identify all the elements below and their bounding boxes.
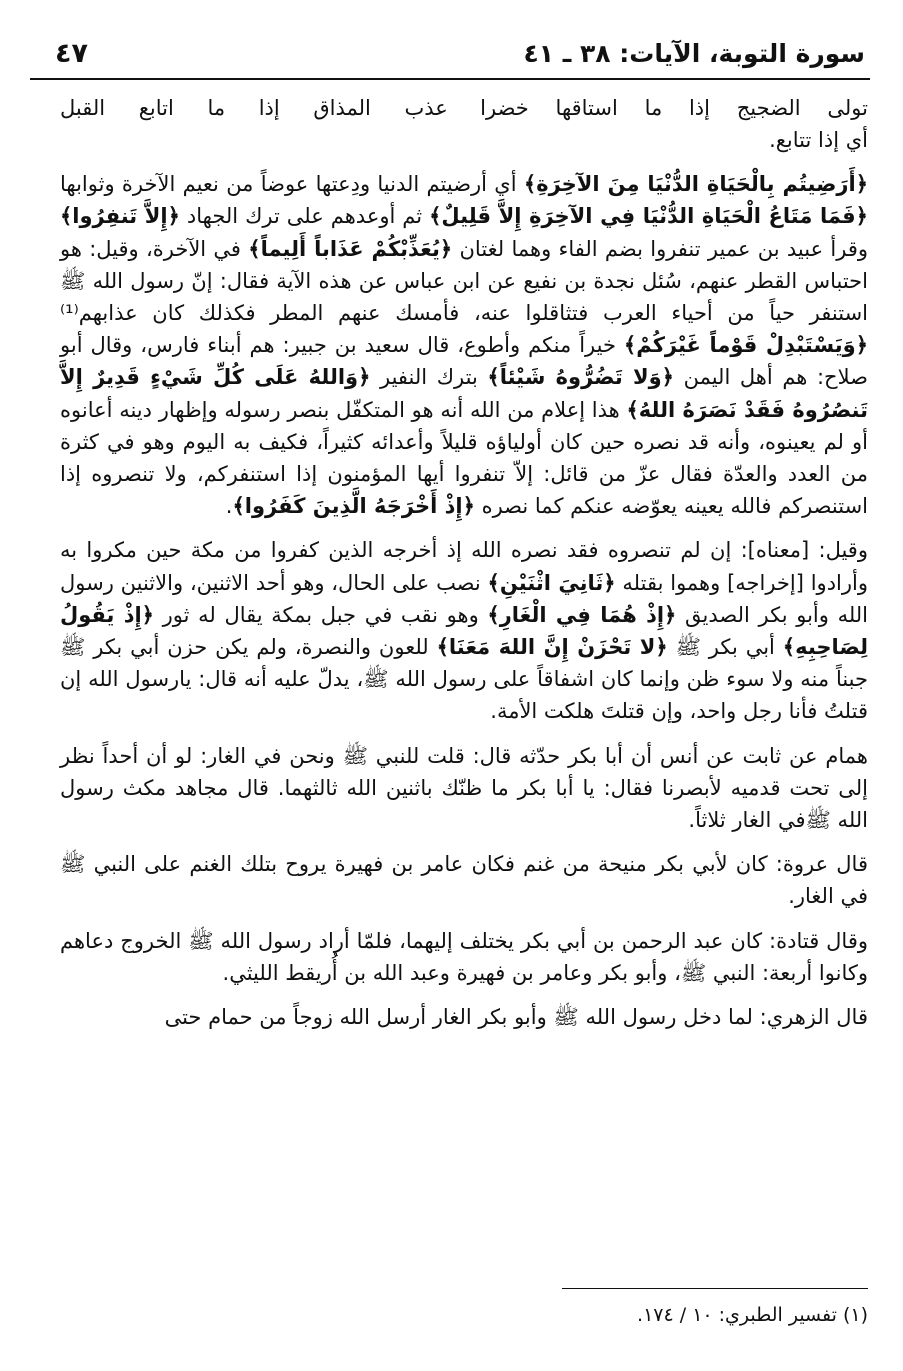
- quran-quote: ﴿فَمَا مَتَاعُ الْحَيَاةِ الدُّنْيَا فِي الآخِرَةِ إِلاَّ قَلِيلٌ﴾: [429, 204, 868, 229]
- paragraph: [60, 1001, 868, 1033]
- footnote: (١) تفسير الطبري: ١٠ / ١٧٤.: [637, 1304, 868, 1326]
- paragraph-text: وهو نقب في جبل بمكة يقال له ثور: [153, 602, 488, 627]
- paragraph-text: للعون والنصرة، ولم يكن حزن أبي بكر ﷺ جبناً منه ولا سوء ظن وإنما كان اشفاقاً على رسول الله ﷺ، يدلّ عليه أنه قال: يارسول الله إن قتلتُ فأنا رجل واحد، وإن قتلتَ هلكت الأمة.: [60, 635, 868, 724]
- paragraph-text: .: [225, 494, 233, 519]
- paragraph-text: نصب على الحال، وهو أحد الاثنين، والاثنين رسول الله وأبو بكر الصديق: [60, 570, 869, 627]
- paragraph: [60, 848, 868, 912]
- paragraph-text: هذا إعلام من الله أنه هو المتكفّل بنصر رسوله وإظهار دينه أعانوه أو لم يعينوه، وأنه قد نصره حين كان أولياؤه قليلاً وأعدائه كثيراً، فكيف به اليوم وهو في كثرة من العدد والعدّة فقال عزّ من قائل: إلاّ تنفروا أيها المؤمنون إذا استنفركم، ولا تنصروه إذا استنصركم فالله يعينه يعوّضه عنكم كما نصره: [60, 397, 868, 519]
- paragraph: [60, 740, 868, 837]
- paragraph-text: في الآخرة، وقيل: هو احتباس القطر عنهم، سُئل نجدة بن نفيع عن ابن عباس عن هذه الآية فقال: إنّ رسول الله ﷺ استنفر حياً من أحياء العرب فتثاقلوا عنه، فأمسك عنهم المطر فكذلك كان عذابهم⁽¹⁾: [60, 236, 868, 326]
- paragraph-text: وقرأ عبيد بن عمير تنفروا بضم الفاء وهما لغتان: [452, 236, 868, 261]
- paragraph: [60, 168, 868, 522]
- paragraph: [60, 124, 868, 156]
- paragraph-text: أي إذا تتابع.: [769, 128, 868, 152]
- paragraph-text: أي أرضيتم الدنيا ودِعتها عوضاً من نعيم الآخرة وثوابها: [60, 172, 524, 197]
- footnote-divider: [562, 1288, 868, 1289]
- paragraph-text: أبي بكر ﷺ: [667, 635, 783, 660]
- paragraph-text: خيراً منكم وأطوع، قال سعيد بن جبير: هم أبناء فارس، وقال أبو صلاح: هم أهل اليمن: [60, 333, 868, 390]
- quran-quote: ﴿أَرَضِيتُم بِالْحَيَاةِ الدُّنْيَا مِنَ الآخِرَةِ﴾: [523, 172, 869, 197]
- quran-quote: ﴿وَاللهُ عَلَى كُلِّ شَيْءٍ قَدِيرٌ إِلاَّ تَنصُرُوهُ فَقَدْ نَصَرَهُ اللهُ﴾: [60, 365, 869, 422]
- poem-verse: [60, 92, 868, 124]
- paragraph-text: قال عروة: كان لأبي بكر منيحة من غنم فكان عامر بن فهيرة يروح بتلك الغنم على النبي ﷺ في الغار.: [60, 852, 868, 909]
- poem-hemistich-right: تولى الضجيج إذا ما استاقها خضرا: [480, 96, 868, 120]
- page-header: [55, 30, 865, 74]
- paragraph-text: قال الزهري: لما دخل رسول الله ﷺ وأبو بكر الغار أرسل الله زوجاً من حمام حتى: [164, 1005, 868, 1030]
- page-number: ٤٧: [55, 38, 88, 69]
- page-body: [60, 92, 868, 1045]
- paragraph-text: وقيل: [معناه]: إن لم تنصروه فقد نصره الله إذ أخرجه الذين كفروا من مكة حين مكروا به وأرادوا [إخراجه] وهموا بقتله: [60, 538, 868, 595]
- quran-quote: ﴿ثَانِيَ اثْنَيْنِ﴾: [487, 570, 616, 595]
- page-title: سورة التوبة، الآيات: ٣٨ ـ ٤١: [523, 39, 865, 68]
- paragraph-text: وقال قتادة: كان عبد الرحمن بن أبي بكر يختلف إليهما، فلمّا أراد رسول الله ﷺ الخروج دعاهم وكانوا أربعة: النبي ﷺ، وأبو بكر وعامر بن فهيرة وعبد الله بن أُريقط الليثي.: [60, 928, 868, 985]
- quran-quote: ﴿لا تَحْزَنْ إِنَّ اللهَ مَعَنَا﴾: [436, 635, 668, 660]
- paragraph-text: همام عن ثابت عن أنس أن أبا بكر حدّثه قال: قلت للنبي ﷺ ونحن في الغار: لو أن أحداً نظر إلى تحت قدميه لأبصرنا فقال: يا أبا بكر ما ظنّك باثنين الله ثالثهما. قال مجاهد مكث رسول الله ﷺفي الغار ثلاثاً.: [60, 743, 868, 833]
- paragraph: [60, 925, 868, 989]
- poem-hemistich-left: عذب المذاق إذا ما اتابع القبل: [60, 96, 448, 120]
- paragraph: [60, 534, 868, 727]
- paragraph-text: ثم أوعدهم على ترك الجهاد: [179, 204, 430, 229]
- header-divider: [30, 78, 870, 80]
- paragraph-text: بترك النفير: [370, 365, 488, 390]
- paragraphs: [60, 124, 868, 1033]
- quran-quote: ﴿وَيَسْتَبْدِلْ قَوْماً غَيْرَكُمْ﴾: [623, 333, 868, 358]
- quran-quote: ﴿إِذْ هُمَا فِي الْغَارِ﴾: [487, 602, 677, 627]
- quran-quote: ﴿وَلا تَضُرُّوهُ شَيْئاً﴾: [487, 365, 674, 390]
- quran-quote: ﴿إِذْ يَقُولُ لِصَاحِبِهِ﴾: [60, 602, 868, 660]
- quran-quote: ﴿إِذْ أَخْرَجَهُ الَّذِينَ كَفَرُوا﴾: [232, 494, 475, 519]
- quran-quote: ﴿إِلاَّ تَنفِرُوا﴾: [60, 204, 180, 229]
- quran-quote: ﴿يُعَذِّبْكُمْ عَذَاباً أَلِيماً﴾: [248, 236, 453, 261]
